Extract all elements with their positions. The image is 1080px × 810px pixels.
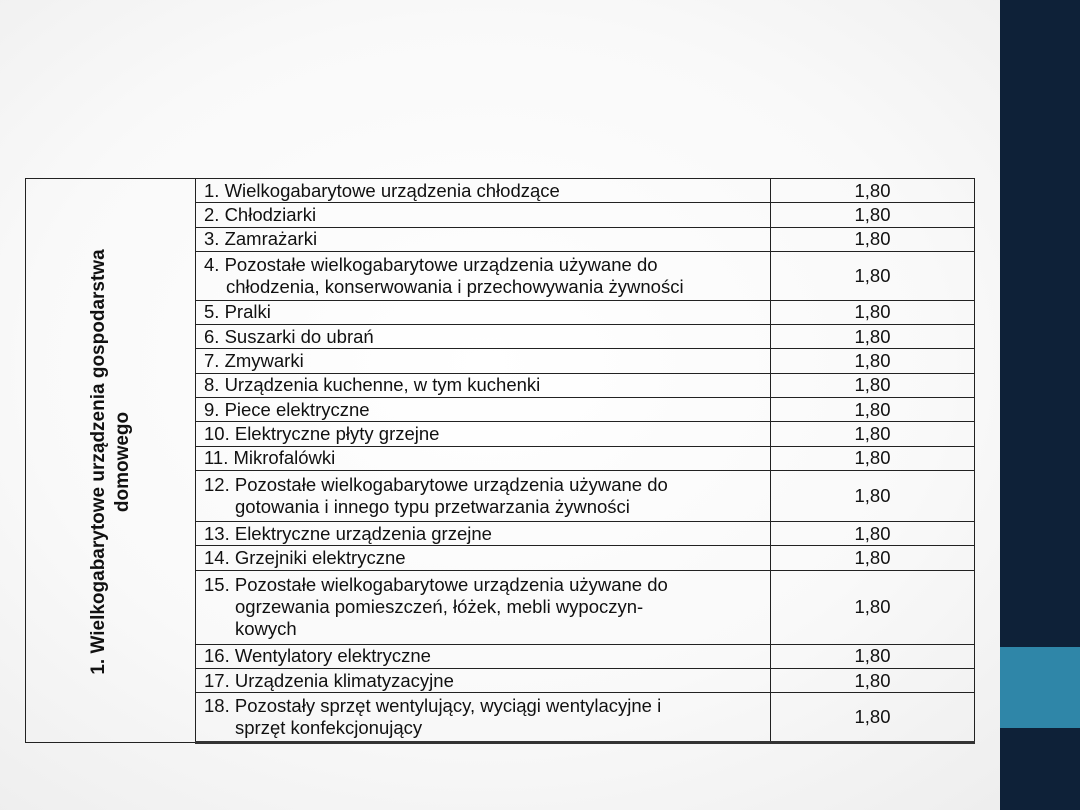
value-cell: 1,80: [771, 422, 975, 446]
value-cell: 1,80: [771, 252, 975, 301]
table-row: [26, 179, 975, 203]
side-accent-bar: [1000, 647, 1080, 728]
weee-table: [25, 178, 975, 744]
item-cell: 5. Pralki: [196, 300, 771, 324]
item-cell: 13. Elektryczne urządzenia grzejne: [196, 521, 771, 545]
item-cell: 6. Suszarki do ubrań: [196, 325, 771, 349]
value-cell: 1,80: [771, 325, 975, 349]
value-cell: 1,80: [771, 300, 975, 324]
item-cell: 2. Chłodziarki: [196, 203, 771, 227]
value-cell: 1,80: [771, 349, 975, 373]
value-cell: 1,80: [771, 570, 975, 644]
item-cell: 8. Urządzenia kuchenne, w tym kuchenki: [196, 373, 771, 397]
item-cell: 17. Urządzenia klimatyzacyjne: [196, 668, 771, 692]
value-cell: 1,80: [771, 179, 975, 203]
category-cell: [26, 179, 196, 743]
value-cell: 1,80: [771, 521, 975, 545]
value-cell: 1,80: [771, 471, 975, 522]
value-cell: 1,80: [771, 693, 975, 743]
item-cell: 10. Elektryczne płyty grzejne: [196, 422, 771, 446]
item-cell: 12. Pozostałe wielkogabarytowe urządzenia używane do gotowania i innego typu przetwarzania żywności: [196, 471, 771, 522]
value-cell: 1,80: [771, 668, 975, 692]
value-cell: 1,80: [771, 203, 975, 227]
item-cell: 1. Wielkogabarytowe urządzenia chłodzące: [196, 179, 771, 203]
item-cell: 4. Pozostałe wielkogabarytowe urządzenia używane do chłodzenia, konserwowania i przechowywania żywności: [196, 252, 771, 301]
category-label: 1. Wielkogabarytowe urządzenia gospodarstwa domowego: [88, 249, 133, 675]
item-cell: 3. Zamrażarki: [196, 227, 771, 251]
item-cell: 16. Wentylatory elektryczne: [196, 644, 771, 668]
item-cell: 11. Mikrofalówki: [196, 446, 771, 470]
item-cell: 7. Zmywarki: [196, 349, 771, 373]
value-cell: 1,80: [771, 446, 975, 470]
value-cell: 1,80: [771, 546, 975, 570]
value-cell: 1,80: [771, 227, 975, 251]
item-cell: 15. Pozostałe wielkogabarytowe urządzenia używane do ogrzewania pomieszczeń, łóżek, mebli wypoczyn- kowych: [196, 570, 771, 644]
value-cell: 1,80: [771, 398, 975, 422]
table-image: [25, 178, 976, 748]
item-cell: 9. Piece elektryczne: [196, 398, 771, 422]
item-cell: 18. Pozostały sprzęt wentylujący, wyciągi wentylacyjne i sprzęt konfekcjonujący: [196, 693, 771, 743]
value-cell: 1,80: [771, 373, 975, 397]
value-cell: 1,80: [771, 644, 975, 668]
item-cell: 14. Grzejniki elektryczne: [196, 546, 771, 570]
